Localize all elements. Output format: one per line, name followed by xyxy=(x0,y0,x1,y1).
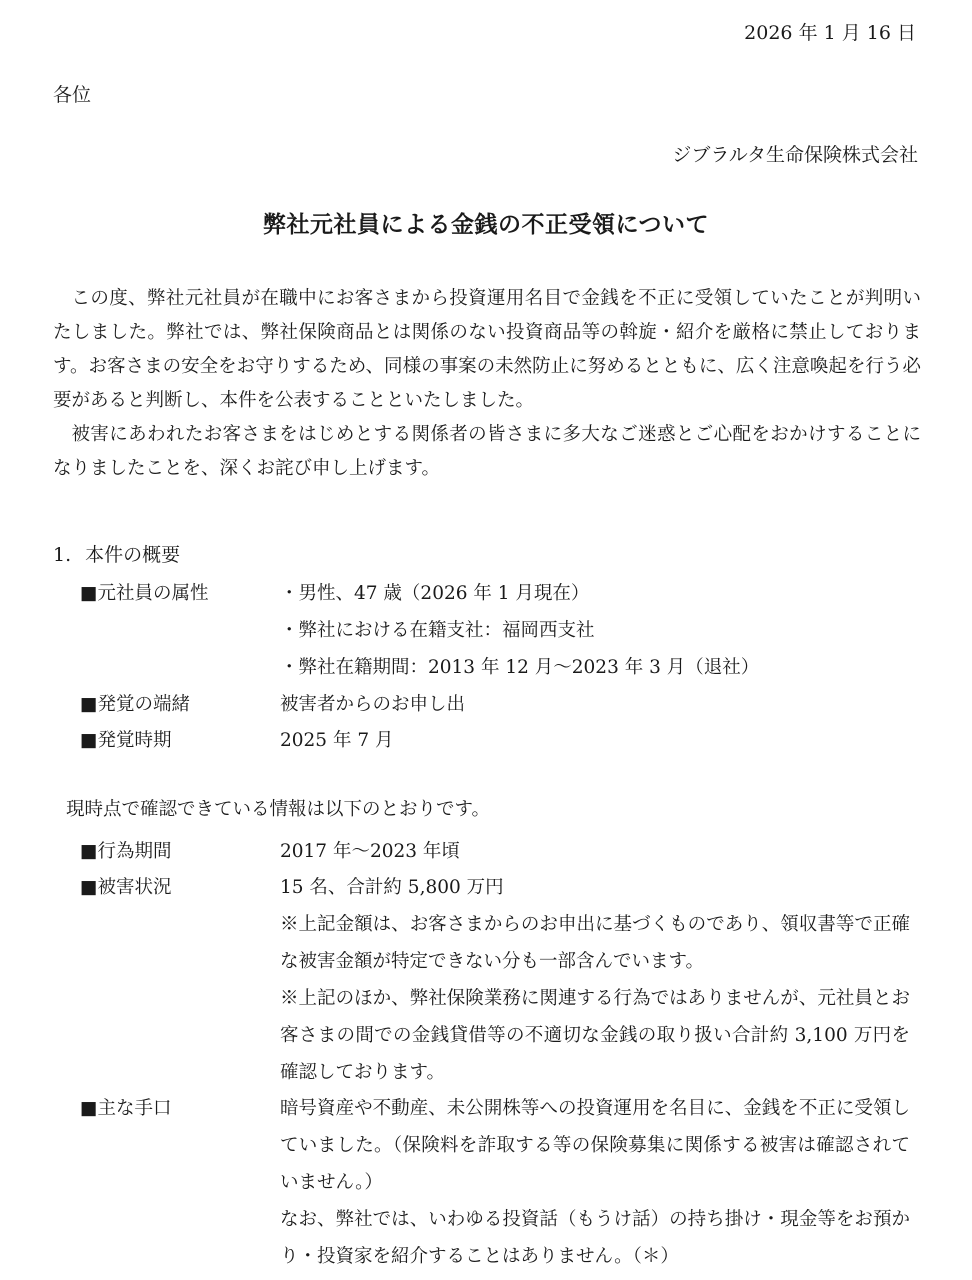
addressee: 各位 xyxy=(53,84,92,106)
method-note: 暗号資産や不動産、未公開株等への投資運用を名目に、金銭を不正に受領していました。（保険料を詐取する等の保険募集に関係する被害は確認されていません。） xyxy=(280,1098,910,1193)
details-intro: 現時点で確認できている情報は以下のとおりです。 xyxy=(66,799,491,820)
section-number: 1. xyxy=(53,544,72,566)
section-heading xyxy=(53,540,180,567)
damage-label: ■被害状況 xyxy=(80,877,172,898)
attribute-line: ・弊社における在籍支社：福岡西支社 xyxy=(280,620,595,641)
damage-summary: 15 名、合計約 5,800 万円 xyxy=(280,877,504,898)
paragraph-2: 被害にあわれたお客さまをはじめとする関係者の皆さまに多大なご迷惑とご心配をおかけすることになりましたことを、深くお詫び申し上げます。 xyxy=(53,424,921,479)
document-title: 弊社元社員による金銭の不正受領について xyxy=(262,212,710,238)
paragraph-1: この度、弊社元社員が在職中にお客さまから投資運用名目で金銭を不正に受領していたことが判明いたしました。弊社では、弊社保険商品とは関係のない投資商品等の斡旋・紹介を厳格に禁止しております。お客さまの安全をお守りするため、同様の事案の未然防止に努めるとともに、広く注意喚起を行う必要があると判断し、本件を公表することといたしました。 xyxy=(53,288,921,411)
discovery-date-line: 2025 年 7 月 xyxy=(280,730,394,751)
attribute-label: ■元社員の属性 xyxy=(80,583,209,604)
damage-note: ※上記のほか、弊社保険業務に関連する行為ではありませんが、元社員とお客さまの間での金銭貸借等の不適切な金銭の取り扱い合計約 3,100 万円を確認しております。 xyxy=(280,988,910,1083)
discovery-origin-value xyxy=(280,686,910,723)
discovery-date-label: ■発覚時期 xyxy=(80,730,172,751)
company-name: ジブラルタ生命保険株式会社 xyxy=(672,144,918,166)
attribute-line: ・男性、47 歳（2026 年 1 月現在） xyxy=(280,583,590,604)
damage-value xyxy=(280,869,910,1091)
period-label: ■行為期間 xyxy=(80,841,172,862)
intro-body xyxy=(53,282,921,486)
damage-note: ※上記金額は、お客さまからのお申出に基づくものであり、領収書等で正確な被害金額が特定できない分も一部含んでいます。 xyxy=(280,914,910,972)
discovery-origin-line: 被害者からのお申し出 xyxy=(280,694,466,715)
discovery-origin-label: ■発覚の端緒 xyxy=(80,694,190,715)
method-note: なお、弊社では、いわゆる投資話（もうけ話）の持ち掛け・現金等をお預かり・投資家を紹介することはありません。（＊） xyxy=(280,1209,910,1267)
period-line: 2017 年～2023 年頃 xyxy=(280,841,460,862)
section-title: 本件の概要 xyxy=(85,544,181,566)
attribute-line: ・弊社在籍期間：2013 年 12 月～2023 年 3 月（退社） xyxy=(280,657,760,678)
method-label: ■主な手口 xyxy=(80,1098,172,1119)
period-value xyxy=(280,833,910,870)
attribute-value xyxy=(280,575,910,686)
document-date: 2026 年 1 月 16 日 xyxy=(744,22,916,44)
method-value xyxy=(280,1090,910,1275)
discovery-date-value xyxy=(280,722,910,759)
